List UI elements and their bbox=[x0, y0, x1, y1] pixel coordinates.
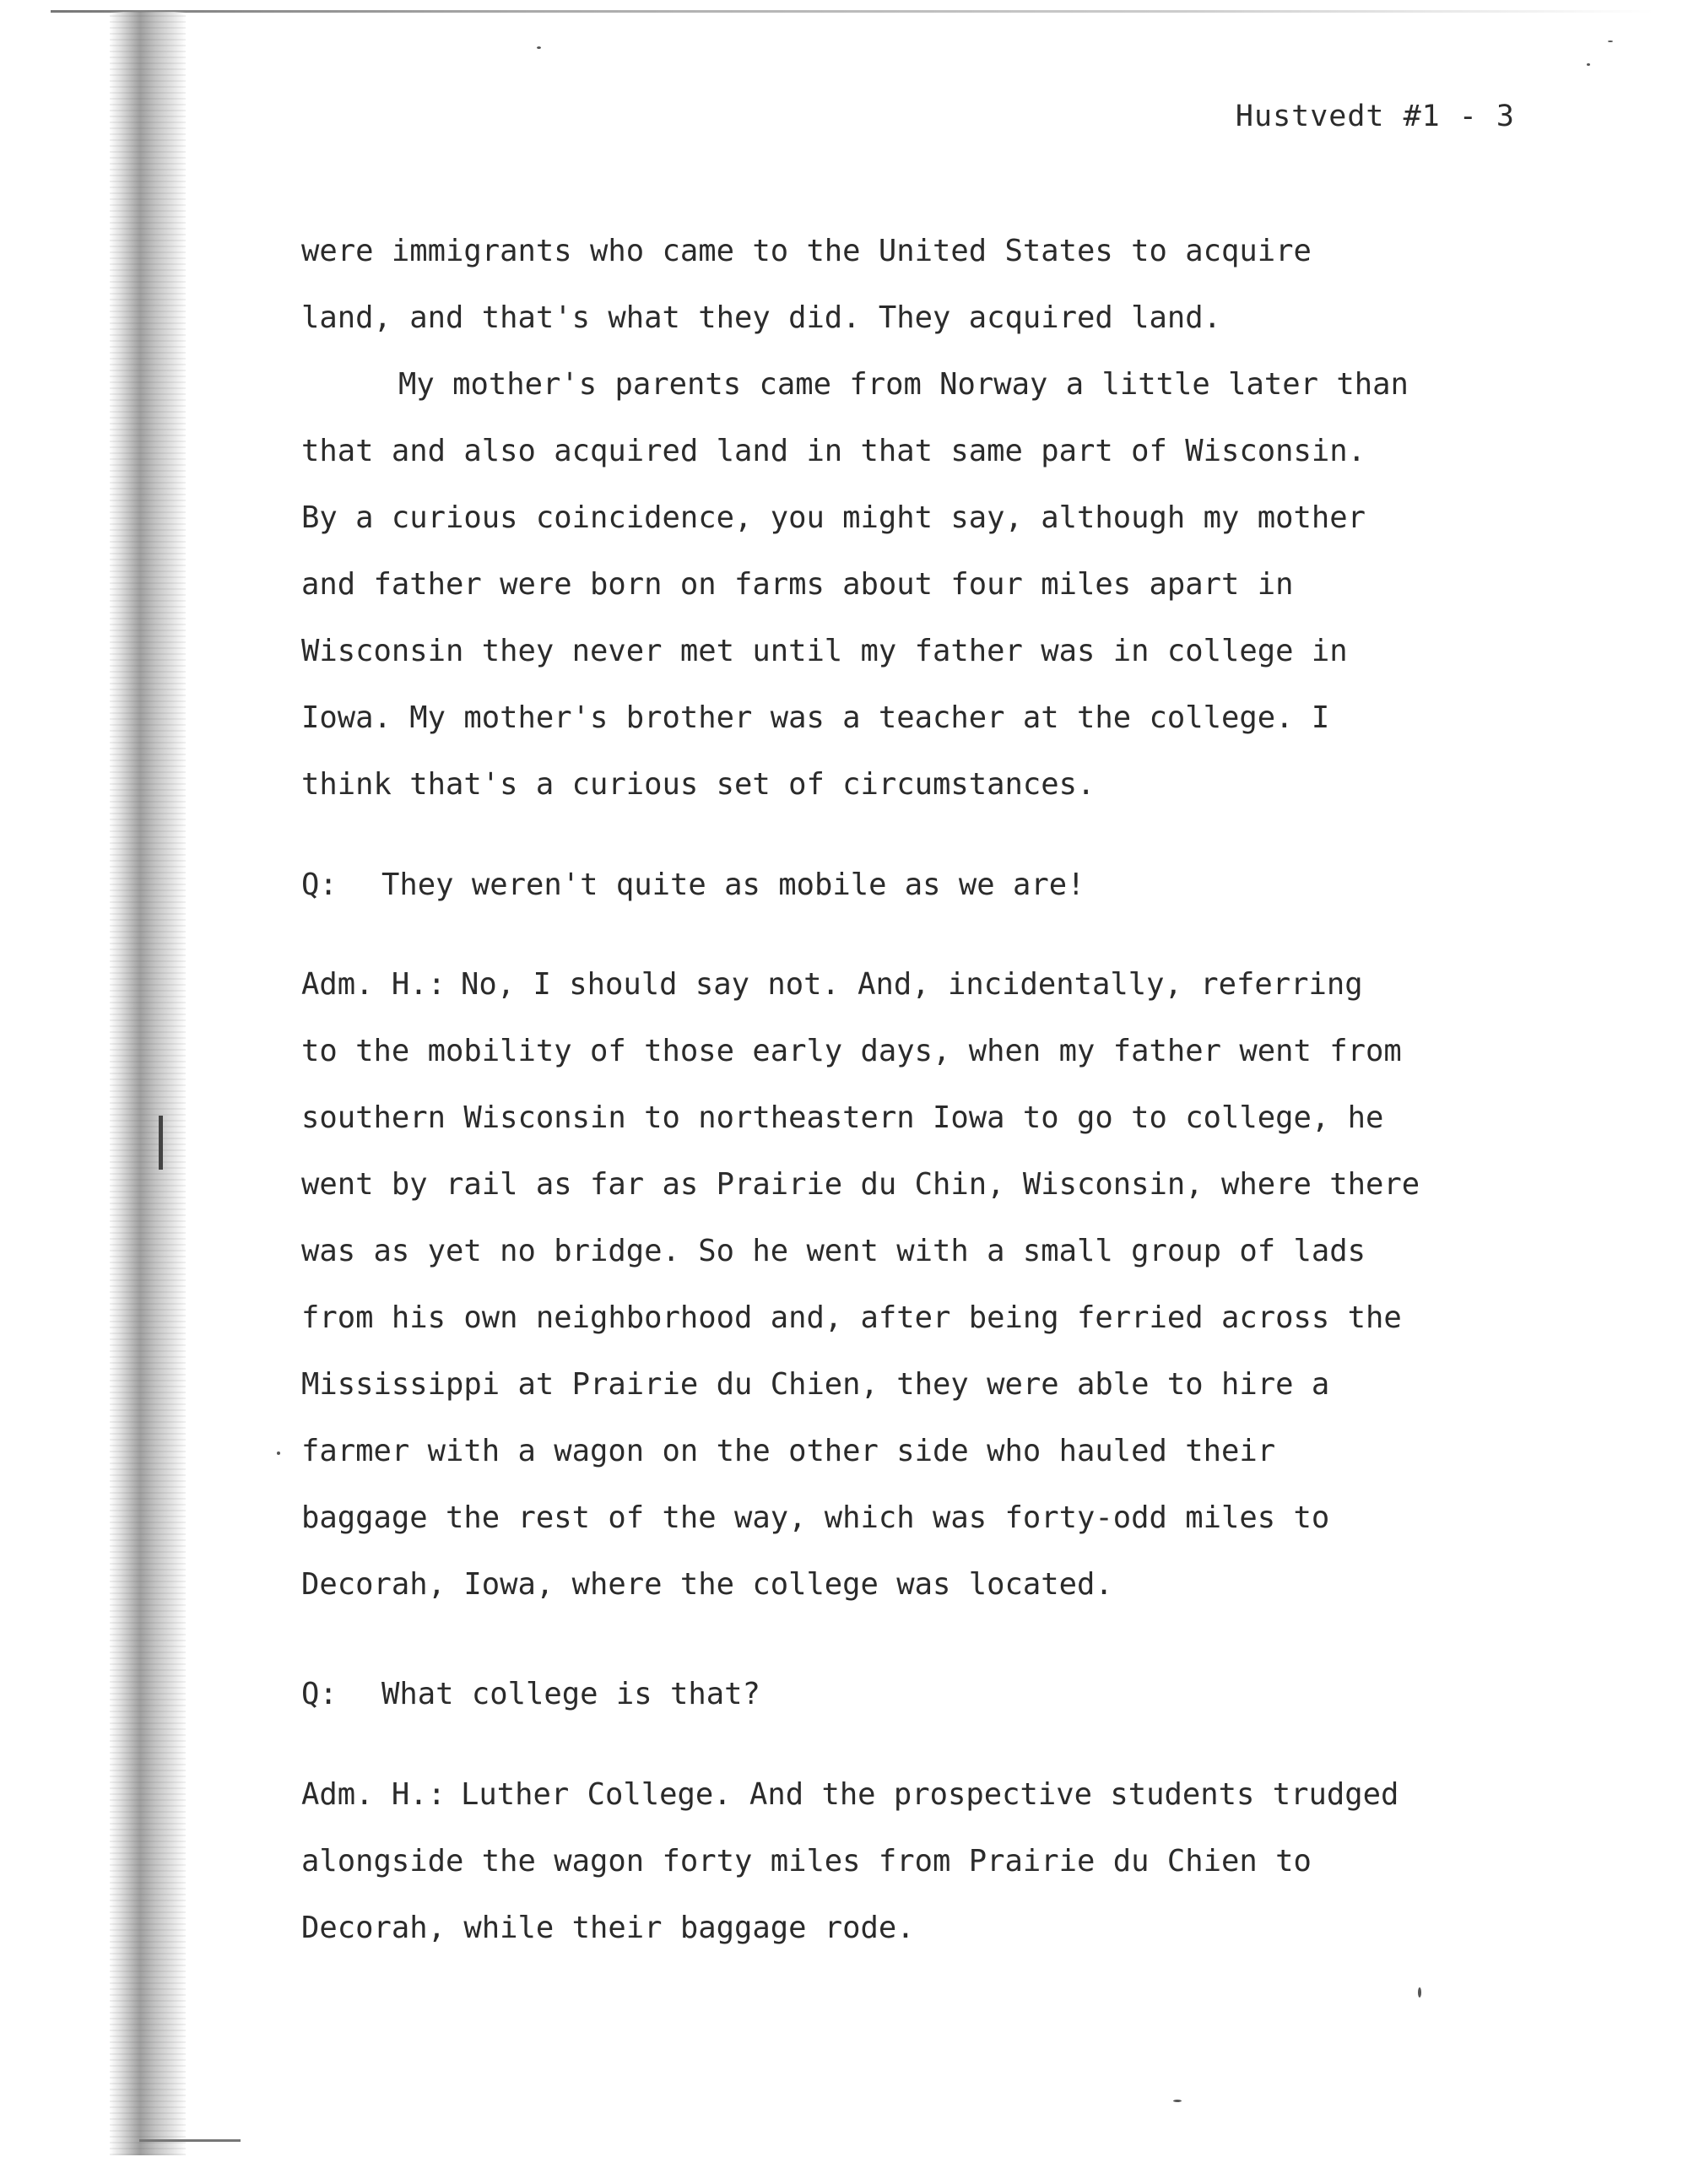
text-line: and father were born on farms about four miles apart in bbox=[301, 567, 1294, 602]
answer-first-line: Luther College. And the prospective students trudged bbox=[460, 1777, 1399, 1812]
text-line: were immigrants who came to the United States to acquire bbox=[301, 234, 1312, 268]
body-text bbox=[301, 218, 1584, 818]
scan-speck bbox=[1608, 41, 1613, 42]
text-line: Iowa. My mother's brother was a teacher at the college. I bbox=[301, 700, 1330, 735]
text-line: By a curious coincidence, you might say, although my mother bbox=[301, 500, 1366, 535]
text-line bbox=[301, 1761, 1584, 1828]
text-line: southern Wisconsin to northeastern Iowa to go to college, he bbox=[301, 1100, 1384, 1135]
text-line: went by rail as far as Prairie du Chin, Wisconsin, where there bbox=[301, 1167, 1420, 1202]
scan-top-edge bbox=[51, 10, 1654, 13]
text-line bbox=[301, 851, 1584, 918]
scan-bottom-edge bbox=[139, 2139, 241, 2142]
question-text: What college is that? bbox=[381, 1677, 760, 1711]
speaker-label: Q: bbox=[301, 868, 338, 902]
exchange-question bbox=[301, 851, 1584, 918]
text-line: baggage the rest of the way, which was forty-odd miles to bbox=[301, 1500, 1330, 1535]
scan-speck bbox=[277, 1451, 280, 1455]
text-line: Decorah, Iowa, where the college was located. bbox=[301, 1567, 1113, 1602]
exchange-question bbox=[301, 1661, 1584, 1727]
scan-speck bbox=[1418, 1987, 1421, 1997]
text-line: farmer with a wagon on the other side who hauled their bbox=[301, 1434, 1276, 1468]
text-line: Wisconsin they never met until my father was in college in bbox=[301, 634, 1348, 668]
text-line bbox=[301, 951, 1584, 1018]
text-line: Decorah, while their baggage rode. bbox=[301, 1911, 915, 1945]
text-line: alongside the wagon forty miles from Prairie du Chien to bbox=[301, 1844, 1312, 1879]
text-line: was as yet no bridge. So he went with a small group of lads bbox=[301, 1234, 1366, 1268]
question-text: They weren't quite as mobile as we are! bbox=[381, 868, 1085, 902]
speaker-label: Adm. H.: bbox=[301, 1777, 446, 1812]
text-line: land, and that's what they did. They acquired land. bbox=[301, 300, 1222, 335]
speaker-label: Adm. H.: bbox=[301, 967, 446, 1002]
scan-binding-shadow bbox=[110, 12, 186, 2155]
exchange-answer bbox=[301, 1761, 1584, 1961]
scan-speck bbox=[537, 46, 541, 49]
text-line bbox=[301, 1661, 1584, 1727]
text-line: from his own neighborhood and, after being ferried across the bbox=[301, 1300, 1402, 1335]
text-line: Mississippi at Prairie du Chien, they were able to hire a bbox=[301, 1367, 1330, 1402]
text-line: to the mobility of those early days, when my father went from bbox=[301, 1034, 1402, 1068]
scan-edge-mark bbox=[159, 1116, 163, 1170]
scan-speck bbox=[1587, 63, 1590, 66]
answer-first-line: No, I should say not. And, incidentally, referring bbox=[460, 967, 1363, 1002]
speaker-label: Q: bbox=[301, 1677, 338, 1711]
text-line: My mother's parents came from Norway a little later than bbox=[398, 367, 1409, 402]
text-line: that and also acquired land in that same part of Wisconsin. bbox=[301, 434, 1366, 468]
scan-speck bbox=[1173, 2100, 1182, 2102]
page-header: Hustvedt #1 - 3 bbox=[1235, 100, 1515, 133]
text-line: think that's a curious set of circumstances. bbox=[301, 767, 1096, 802]
exchange-answer bbox=[301, 951, 1584, 1618]
